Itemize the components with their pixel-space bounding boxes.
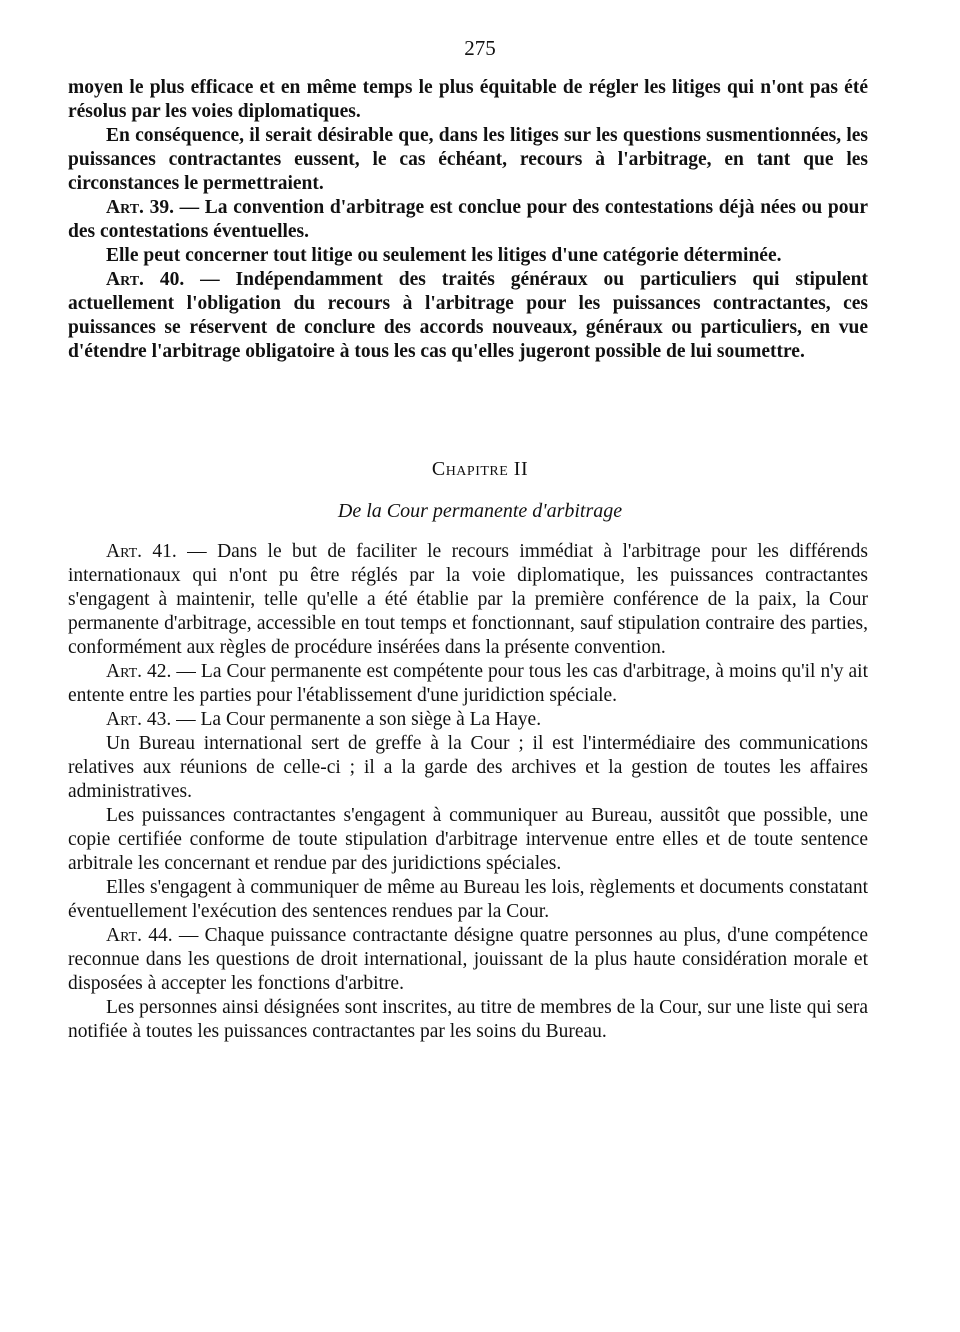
article-44-paragraph-2: Les personnes ainsi désignées sont inscrites, au titre de membres de la Cour, sur une liste qui sera notifiée à toutes les puissances contractantes par les soins du Bureau. <box>68 997 868 1042</box>
article-44-text: — Chaque puissance contractante désigne quatre personnes au plus, d'une compétence reconnue dans les questions de droit international, jouissant de la plus haute considération morale et disposées à accepter les fonctions d'arbitre. <box>68 925 868 994</box>
article-42-text: — La Cour permanente est compétente pour tous les cas d'arbitrage, à moins qu'il n'y ait entente entre les parties pour l'établissement d'une juridiction spéciale. <box>68 661 868 706</box>
article-41-label: Art. 41. <box>106 541 177 562</box>
page-number: 275 <box>464 36 496 60</box>
article-41-text: — Dans le but de faciliter le recours immédiat à l'arbitrage pour les différends internationaux qui n'ont pu être réglés par la voie diplomatique, les puissances contractantes s'engagent à maintenir, telle qu'elle a été établie par la première conférence de la paix, la Cour permanente d'arbitrage, accessible en tout temps et fonctionnant, sauf stipulation contraire des parties, conformément aux règles de procédure insérées dans la présente convention. <box>68 541 868 658</box>
article-39 <box>68 196 868 244</box>
paragraph-consequence: En conséquence, il serait désirable que, dans les litiges sur les questions susmentionnées, les puissances contractantes eussent, le cas échéant, recours à l'arbitrage, en tant que les circonstances le permettraient. <box>68 125 868 194</box>
chapter-subtitle: De la Cour permanente d'arbitrage <box>337 500 623 522</box>
bottom-text-section <box>68 540 868 1044</box>
paragraph-intro: moyen le plus efficace et en même temps le plus équitable de régler les litiges qui n'ont pas été résolus par les voies diplomatiques. <box>68 77 868 122</box>
chapter-title: Chapitre II <box>431 458 529 480</box>
article-42 <box>68 660 868 708</box>
article-42-label: Art. 42. <box>106 661 172 682</box>
article-43-paragraph-4: Elles s'engagent à communiquer de même au Bureau les lois, règlements et documents constatant éventuellement l'exécution des sentences rendues par la Cour. <box>68 877 868 922</box>
article-39-text: — La convention d'arbitrage est conclue pour des contestations déjà nées ou pour des contestations éventuelles. <box>68 197 868 242</box>
article-39-label: Art. 39. <box>106 197 174 218</box>
article-44 <box>68 924 868 996</box>
article-40 <box>68 268 868 364</box>
article-43-paragraph-3: Les puissances contractantes s'engagent à communiquer au Bureau, aussitôt que possible, une copie certifiée conforme de toute stipulation d'arbitrage intervenue entre elles et de toute sentence arbitrale les concernant et rendue par des juridictions spéciales. <box>68 805 868 874</box>
article-41 <box>68 540 868 660</box>
article-44-label: Art. 44. <box>106 925 173 946</box>
article-43-text: — La Cour permanente a son siège à La Haye. <box>171 709 542 730</box>
article-43-label: Art. 43. <box>106 709 172 730</box>
article-39-paragraph-2: Elle peut concerner tout litige ou seulement les litiges d'une catégorie déterminée. <box>106 245 782 266</box>
article-40-label: Art. 40. <box>106 269 185 290</box>
article-40-text: — Indépendamment des traités généraux ou particuliers qui stipulent actuellement l'obligation du recours à l'arbitrage pour les puissances contractantes, ces puissances se réservent de conclure des accords nouveaux, généraux ou particuliers, en vue d'étendre l'arbitrage obligatoire à tous les cas qu'elles jugeront possible de lui soumettre. <box>68 269 868 362</box>
top-text-section <box>68 76 868 364</box>
article-43 <box>68 708 868 732</box>
article-43-paragraph-2: Un Bureau international sert de greffe à la Cour ; il est l'intermédiaire des communications relatives aux réunions de celle-ci ; il a la garde des archives et la gestion de toutes les affaires administratives. <box>68 733 868 802</box>
